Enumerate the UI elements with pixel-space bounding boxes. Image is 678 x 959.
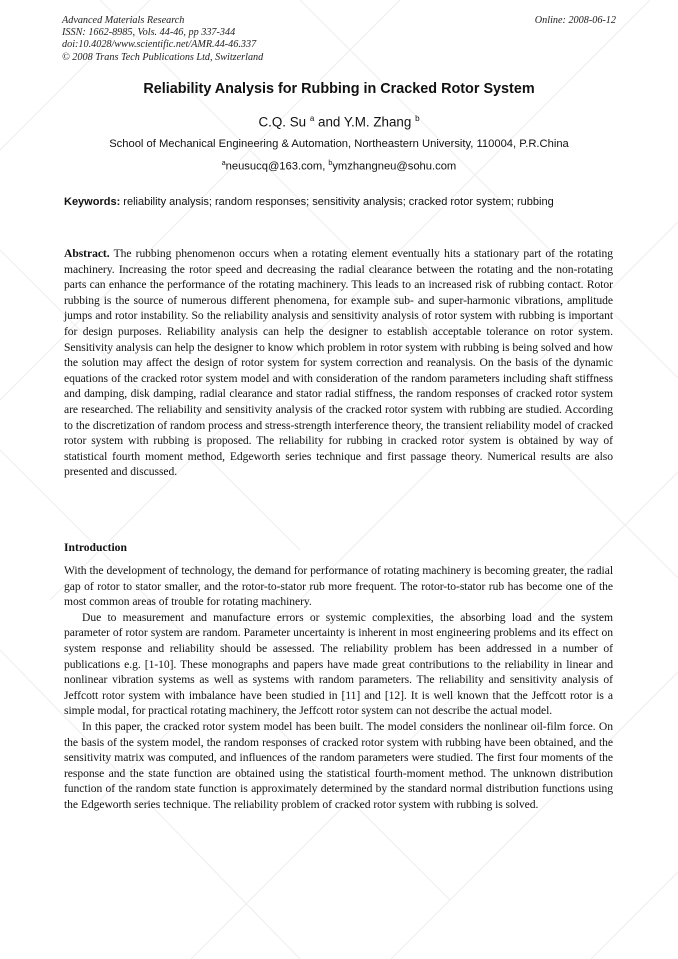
journal-name: Advanced Materials Research <box>62 15 185 26</box>
author-2: Y.M. Zhang <box>343 114 412 130</box>
email-a-marker: a <box>221 160 226 167</box>
abstract-text: The rubbing phenomenon occurs when a rotating element eventually hits a stationary part of the rotating machinery. Increasing the rotor speed and decreasing the radial clearance between the rotating and the non-rotating parts can enhance the performance of the rotating machinery. This leads to an increased risk of rubbing contact. Rotor rubbing is the source of numerous different phenomena, for example sub- and super-harmonic vibrations, amplitude jumps and rotor instability. So the reliability analysis and sensitivity analysis of rotor system with rubbing is important for design purposes. Reliability analysis can help the designer to establish acceptable tolerance on rotor system. Sensitivity analysis can help the designer to know which problem in rotor system with rubbing is being solved and how the solution may affect the design of rotor system for system correction and reanalysis. On the basis of the dynamic equations of the cracked rotor system model and with consideration of the random parameters including shaft stiffness and damping, disk damping, radial clearance and stator radial stiffness, the random responses of cracked rotor system are researched. The reliability and sensitivity analysis of the cracked rotor system with rubbing are studied. According to the discretization of random process and stress-strength interference theory, the transient reliability model of cracked rotor system with rubbing is proposed. The reliability for rubbing in cracked rotor system is obtained by way of statistical fourth moment method, Edgeworth series technique and first passage theory. Numerical results are also presented and discussed. <box>64 247 613 479</box>
intro-paragraph-1: With the development of technology, the demand for performance of rotating machinery is becoming greater, the radial gap of rotor to stator smaller, and the rotor-to-stator rub more frequent. The rotor-to-stator rub has become one of the most common areas of trouble for rotating machinery. <box>64 564 613 609</box>
keywords-text: reliability analysis; random responses; sensitivity analysis; cracked rotor system; rubbing <box>120 196 554 208</box>
abstract-section <box>64 246 613 480</box>
affiliation: School of Mechanical Engineering & Automation, Northeastern University, 110004, P.R.China <box>109 138 569 150</box>
doi-line: doi:10.4028/www.scientific.net/AMR.44-46.337 <box>62 39 257 51</box>
abstract-label: Abstract. <box>64 247 110 260</box>
author-conjunction: and <box>314 114 344 130</box>
intro-paragraph-2: Due to measurement and manufacture errors or systemic complexities, the absorbing load and the system parameter of rotor system are random. Parameter uncertainty is inherent in most engineering problems and its effect on system response and reliability should be assessed. The reliability problem has been addressed in a number of publications e.g. [1-10]. These monographs and papers have made great contributions to the reliability in linear and nonlinear vibration systems as well as systems with random parameters. The reliability and sensitivity analysis of Jeffcott rotor system with imbalance have been studied in [11] and [12]. It is well known that the Jeffcott rotor is a simple modal, for practical rotating machinery, the Jeffcott rotor system can not describe the actual model. <box>64 610 613 718</box>
keywords-section <box>64 195 613 210</box>
author-2-marker: b <box>415 114 420 123</box>
keywords-label: Keywords: <box>64 196 121 208</box>
email-a[interactable]: neusucq@163.com, <box>225 160 329 173</box>
email-line <box>0 160 678 173</box>
copyright-line: © 2008 Trans Tech Publications Ltd, Switzerland <box>62 51 264 63</box>
author-line <box>0 114 678 129</box>
email-b-marker: b <box>328 160 333 167</box>
online-date: Online: 2008-06-12 <box>534 15 616 26</box>
introduction-section <box>64 563 613 813</box>
intro-paragraph-3: In this paper, the cracked rotor system model has been built. The model considers the nonlinear oil-film force. On the basis of the system model, the random responses of cracked rotor system with rubbing have been obtained, and the sensitivity matrix was computed, and influences of the random parameters were studied. The first four moments of the response and the state function are obtained using the statistical fourth-moment method. The unknown distribution function of the random state function is approximately determined by the standard normal distribution functions using the Edgeworth series technique. The reliability problem of cracked rotor system with rubbing is solved. <box>64 719 613 811</box>
author-1: C.Q. Su <box>258 114 307 130</box>
author-1-marker: a <box>309 114 315 123</box>
journal-header <box>62 15 616 64</box>
introduction-heading: Introduction <box>64 541 127 554</box>
email-b[interactable]: ymzhangneu@sohu.com <box>332 160 457 173</box>
paper-title: Reliability Analysis for Rubbing in Cracked Rotor System <box>143 81 535 97</box>
issn-line: ISSN: 1662-8985, Vols. 44-46, pp 337-344 <box>62 27 236 39</box>
